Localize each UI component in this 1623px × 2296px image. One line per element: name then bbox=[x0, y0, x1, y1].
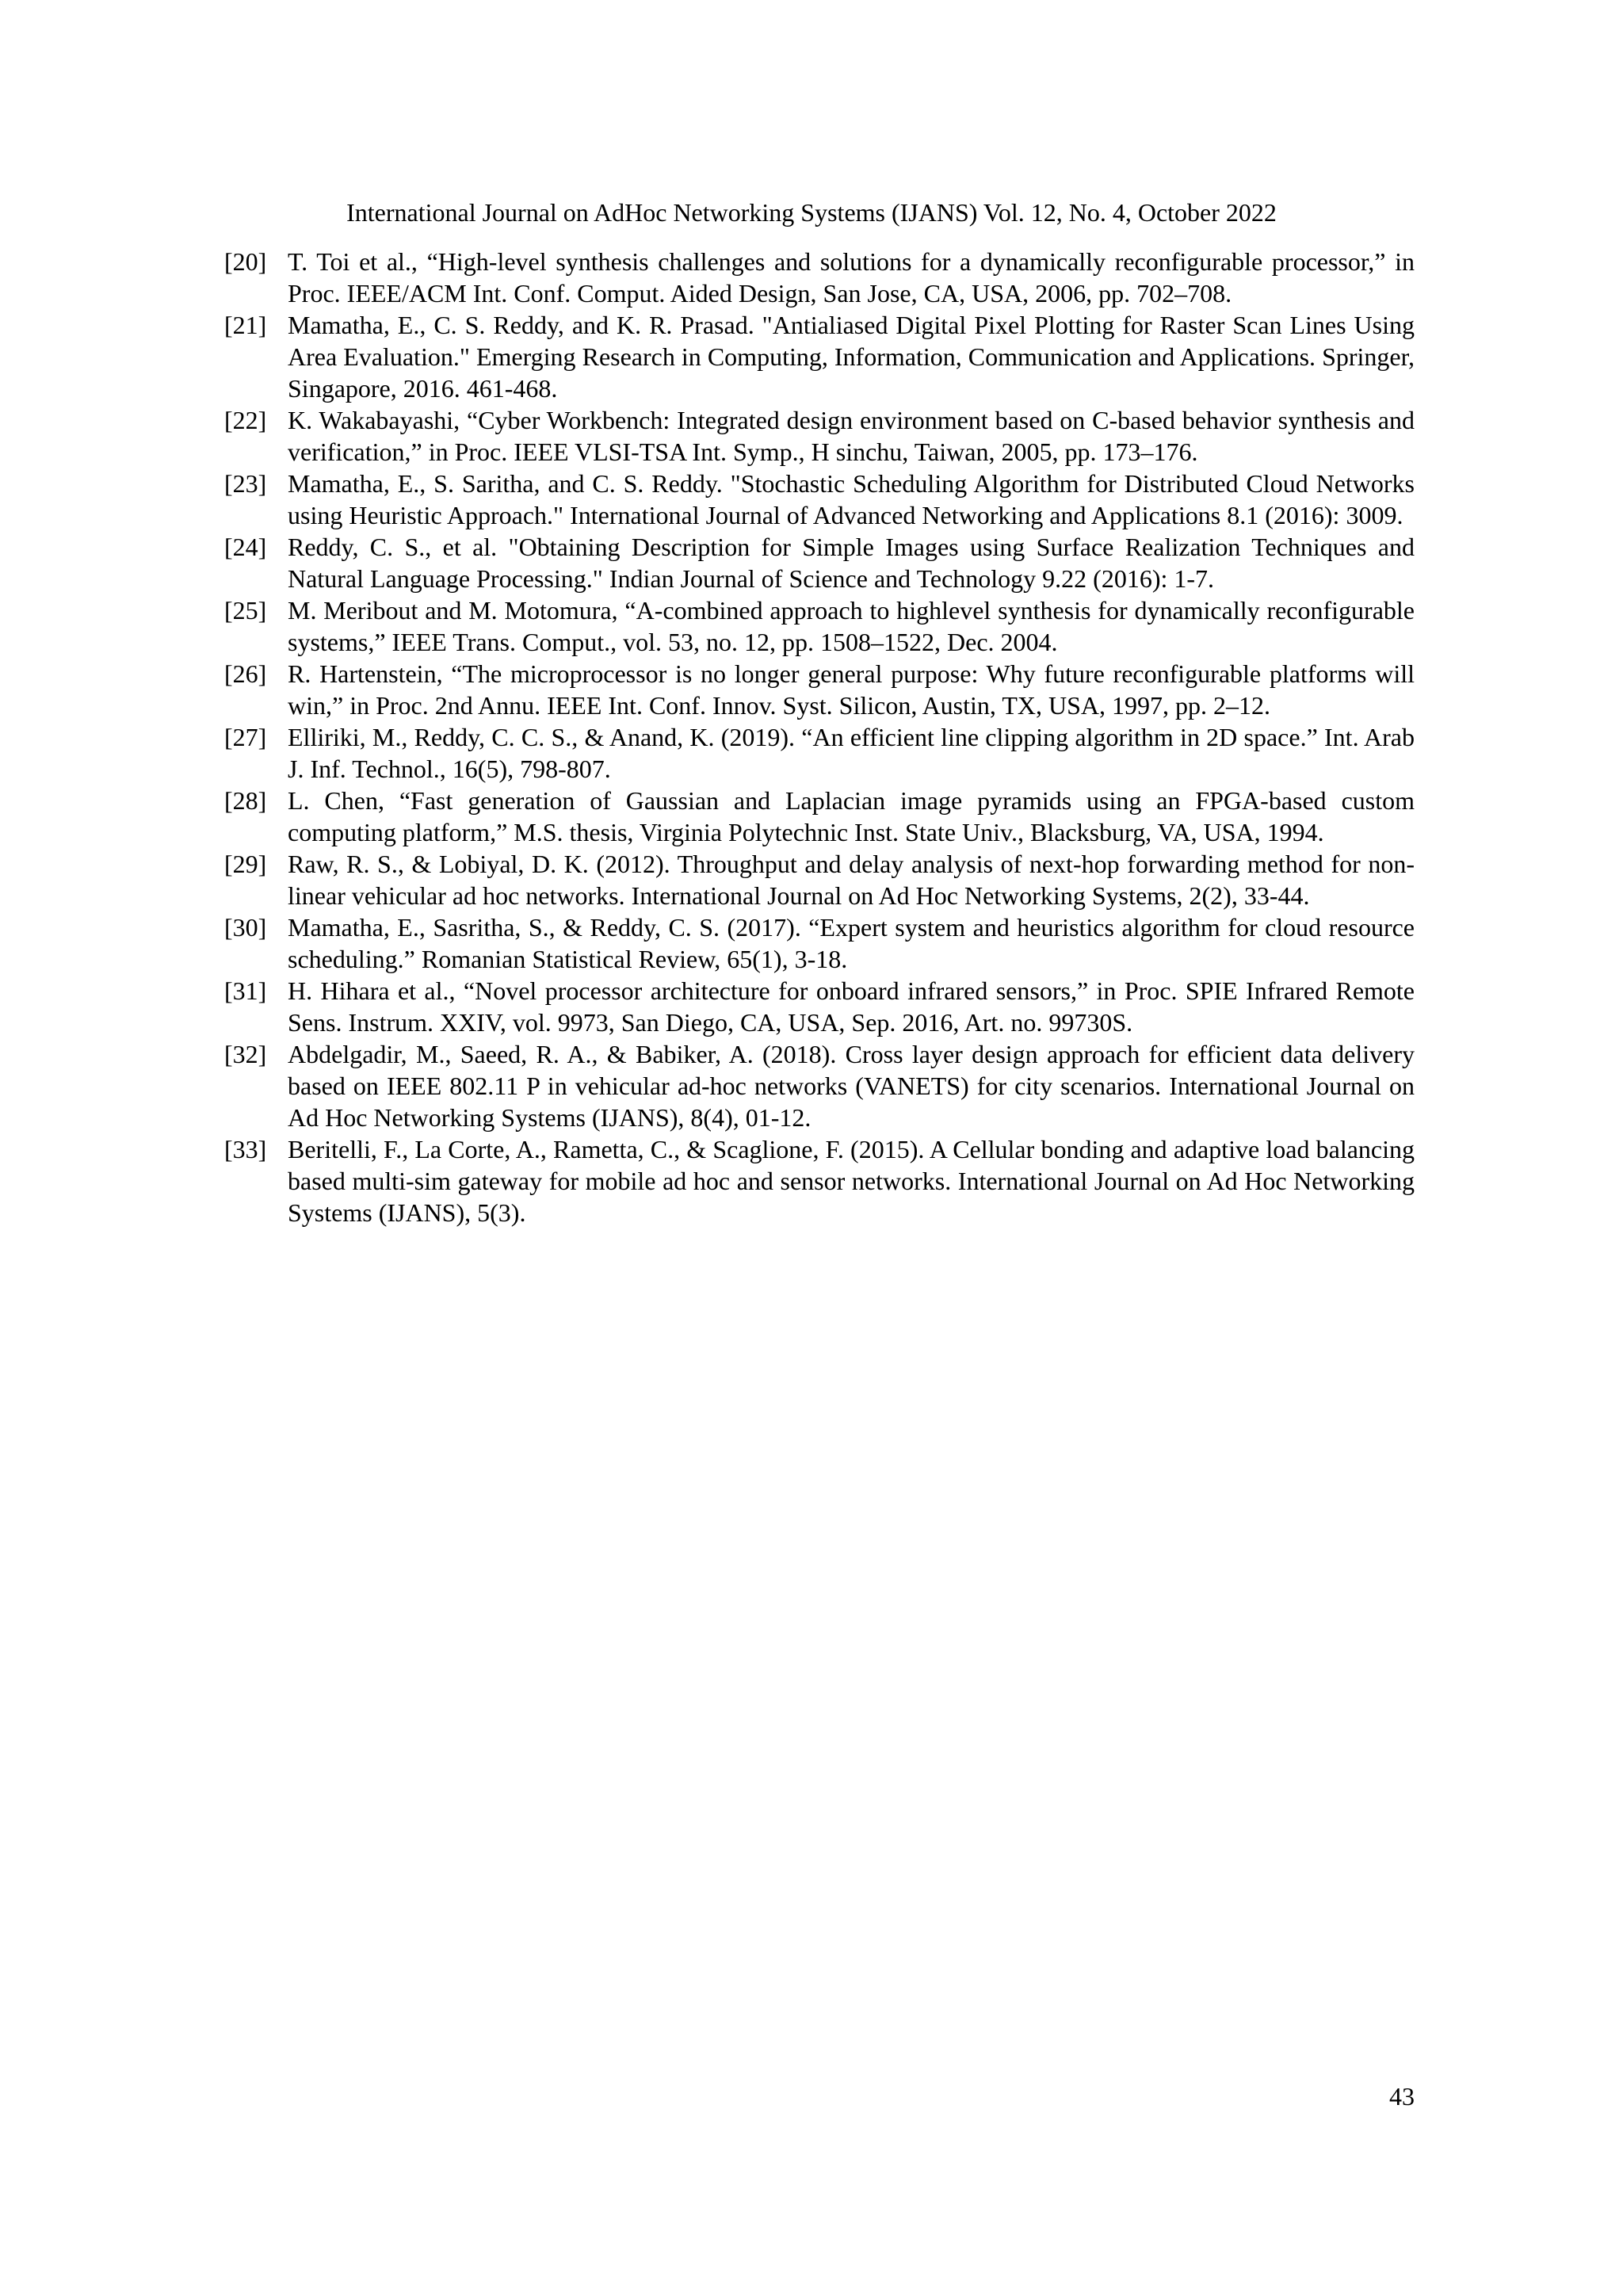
reference-number: [20] bbox=[224, 247, 267, 276]
reference-number: [29] bbox=[224, 850, 267, 878]
reference-item-28 bbox=[224, 785, 1415, 848]
reference-number: [23] bbox=[224, 469, 267, 498]
reference-number: [24] bbox=[224, 533, 267, 561]
reference-number: [22] bbox=[224, 406, 267, 434]
reference-text: Reddy, C. S., et al. "Obtaining Description for Simple Images using Surface Realization Techniques and Natural Language Processing." Indian Journal of Science and Technology 9.22 (2016): 1-7. bbox=[288, 533, 1415, 593]
reference-item-33 bbox=[224, 1133, 1415, 1228]
reference-item-21 bbox=[224, 309, 1415, 404]
reference-item-31 bbox=[224, 975, 1415, 1038]
reference-text: R. Hartenstein, “The microprocessor is no longer general purpose: Why future reconfigurable platforms will win,” in Proc. 2nd Annu. IEEE Int. Conf. Innov. Syst. Silicon, Austin, TX, USA, 1997, pp. 2–12. bbox=[288, 659, 1415, 720]
reference-item-30 bbox=[224, 911, 1415, 975]
reference-number: [27] bbox=[224, 723, 267, 751]
reference-item-26 bbox=[224, 658, 1415, 721]
reference-number: [21] bbox=[224, 311, 267, 339]
reference-text: Elliriki, M., Reddy, C. C. S., & Anand, K. (2019). “An efficient line clipping algorithm in 2D space.” Int. Arab J. Inf. Technol., 16(5), 798-807. bbox=[288, 723, 1415, 783]
reference-text: K. Wakabayashi, “Cyber Workbench: Integrated design environment based on C-based behavior synthesis and verification,” in Proc. IEEE VLSI-TSA Int. Symp., H sinchu, Taiwan, 2005, pp. 173–176. bbox=[288, 406, 1415, 466]
reference-text: Mamatha, E., Sasritha, S., & Reddy, C. S. (2017). “Expert system and heuristics algorithm for cloud resource scheduling.” Romanian Statistical Review, 65(1), 3-18. bbox=[288, 913, 1415, 973]
reference-text: Abdelgadir, M., Saeed, R. A., & Babiker, A. (2018). Cross layer design approach for efficient data delivery based on IEEE 802.11 P in vehicular ad-hoc networks (VANETS) for city scenarios. International Journal on Ad Hoc Networking Systems (IJANS), 8(4), 01-12. bbox=[288, 1040, 1415, 1132]
reference-item-22 bbox=[224, 404, 1415, 468]
reference-item-29 bbox=[224, 848, 1415, 911]
reference-text: Beritelli, F., La Corte, A., Rametta, C., & Scaglione, F. (2015). A Cellular bonding and adaptive load balancing based multi-sim gateway for mobile ad hoc and sensor networks. International Journal on Ad Hoc Networking Systems (IJANS), 5(3). bbox=[288, 1135, 1415, 1227]
reference-text: Mamatha, E., C. S. Reddy, and K. R. Prasad. "Antialiased Digital Pixel Plotting for Raster Scan Lines Using Area Evaluation." Emerging Research in Computing, Information, Communication and Applications. Springer, Singapore, 2016. 461-468. bbox=[288, 311, 1415, 403]
running-header: International Journal on AdHoc Networking Systems (IJANS) Vol. 12, No. 4, October 2022 bbox=[346, 198, 1277, 227]
reference-number: [32] bbox=[224, 1040, 267, 1068]
reference-item-24 bbox=[224, 531, 1415, 594]
reference-item-27 bbox=[224, 721, 1415, 785]
reference-item-25 bbox=[224, 594, 1415, 658]
reference-text: H. Hihara et al., “Novel processor architecture for onboard infrared sensors,” in Proc. SPIE Infrared Remote Sens. Instrum. XXIV, vol. 9973, San Diego, CA, USA, Sep. 2016, Art. no. 99730S. bbox=[288, 976, 1415, 1037]
reference-number: [30] bbox=[224, 913, 267, 942]
reference-number: [26] bbox=[224, 659, 267, 688]
reference-number: [28] bbox=[224, 786, 267, 815]
reference-item-20 bbox=[224, 246, 1415, 309]
reference-text: M. Meribout and M. Motomura, “A-combined approach to highlevel synthesis for dynamically reconfigurable systems,” IEEE Trans. Comput., vol. 53, no. 12, pp. 1508–1522, Dec. 2004. bbox=[288, 596, 1415, 656]
reference-list bbox=[224, 246, 1415, 1228]
reference-number: [31] bbox=[224, 976, 267, 1005]
reference-text: L. Chen, “Fast generation of Gaussian and Laplacian image pyramids using an FPGA-based custom computing platform,” M.S. thesis, Virginia Polytechnic Inst. State Univ., Blacksburg, VA, USA, 1994. bbox=[288, 786, 1415, 846]
reference-text: Raw, R. S., & Lobiyal, D. K. (2012). Throughput and delay analysis of next-hop forwarding method for non-linear vehicular ad hoc networks. International Journal on Ad Hoc Networking Systems, 2(2), 33-44. bbox=[288, 850, 1415, 910]
reference-text: T. Toi et al., “High-level synthesis challenges and solutions for a dynamically reconfigurable processor,” in Proc. IEEE/ACM Int. Conf. Comput. Aided Design, San Jose, CA, USA, 2006, pp. 702–708. bbox=[288, 247, 1415, 308]
reference-number: [25] bbox=[224, 596, 267, 625]
reference-item-23 bbox=[224, 468, 1415, 531]
reference-text: Mamatha, E., S. Saritha, and C. S. Reddy. "Stochastic Scheduling Algorithm for Distributed Cloud Networks using Heuristic Approach." International Journal of Advanced Networking and Applications 8.1 (2016): 3009. bbox=[288, 469, 1415, 529]
reference-item-32 bbox=[224, 1038, 1415, 1133]
reference-number: [33] bbox=[224, 1135, 267, 1163]
page-number: 43 bbox=[1389, 2082, 1415, 2111]
